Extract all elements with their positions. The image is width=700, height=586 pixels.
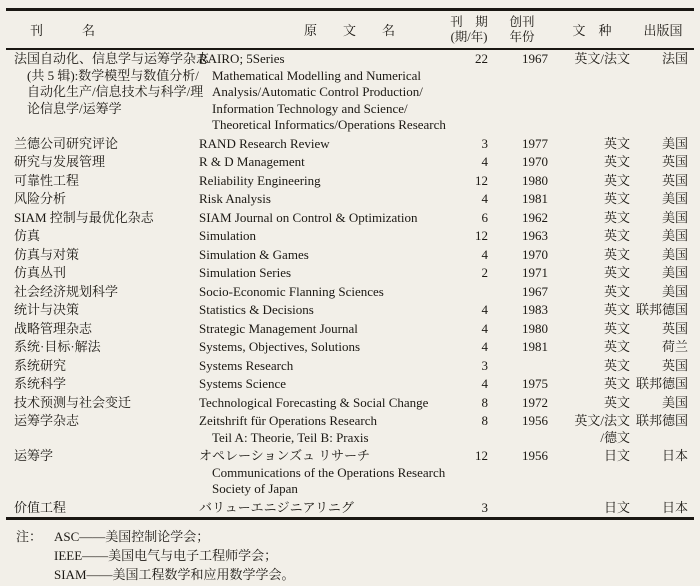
original-name-cell bbox=[192, 412, 446, 447]
text-line: SIAM Journal on Control & Optimization bbox=[199, 209, 418, 225]
journal-table bbox=[6, 8, 694, 520]
note-line: SIAM——美国工程数学和应用数学学会。 bbox=[54, 567, 295, 582]
founded-year-cell: 1956 bbox=[522, 448, 548, 463]
text-line: Reliability Engineering bbox=[199, 172, 321, 188]
journal-name-cell bbox=[6, 246, 192, 265]
table-row bbox=[6, 153, 694, 172]
founded-year-cell: 1983 bbox=[522, 302, 548, 317]
text-line: 价值工程 bbox=[14, 499, 67, 515]
frequency-cell: 4 bbox=[481, 154, 488, 169]
language-cell bbox=[552, 412, 632, 447]
header-frequency-line2: (期/年) bbox=[450, 30, 488, 44]
language-cell bbox=[552, 301, 632, 320]
text-line: 技术预测与社会变迁 bbox=[14, 394, 132, 410]
country-cell: 英国 bbox=[661, 154, 688, 169]
country-cell: 英国 bbox=[661, 172, 688, 188]
country-cell: 英国 bbox=[661, 320, 688, 336]
country-cell: 法国 bbox=[661, 51, 688, 66]
journal-name-cell bbox=[6, 283, 192, 302]
table-row bbox=[6, 172, 694, 191]
frequency-cell: 12 bbox=[475, 228, 488, 243]
original-name-cell bbox=[192, 49, 446, 135]
frequency-cell: 4 bbox=[481, 320, 488, 336]
header-frequency bbox=[446, 10, 492, 50]
text-line: 风险分析 bbox=[14, 191, 67, 206]
table-row bbox=[6, 135, 694, 154]
frequency-cell: 4 bbox=[481, 246, 488, 262]
frequency-cell: 4 bbox=[481, 376, 488, 391]
notes bbox=[16, 527, 694, 584]
country-cell: 美国 bbox=[661, 209, 688, 225]
country-cell: 日本 bbox=[661, 448, 688, 463]
journal-name-cell bbox=[6, 375, 192, 394]
country-cell: 美国 bbox=[661, 265, 688, 280]
text-line: 英文 bbox=[603, 172, 630, 188]
original-name-cell bbox=[192, 227, 446, 246]
text-line: バリューエニジニアリニグ bbox=[199, 499, 354, 515]
original-name-cell bbox=[192, 447, 446, 499]
text-line: Information Technology and Science/ bbox=[212, 100, 408, 116]
text-line: R & D Management bbox=[199, 154, 305, 169]
original-name-cell bbox=[192, 375, 446, 394]
country-cell: 荷兰 bbox=[661, 339, 688, 354]
table-header-row bbox=[6, 10, 694, 50]
text-line: Simulation Series bbox=[199, 265, 292, 280]
text-line: Simulation bbox=[199, 228, 257, 243]
text-line: (共 5 辑):数学模型与数值分析/ bbox=[27, 67, 199, 83]
text-line: Simulation & Games bbox=[199, 246, 309, 262]
text-line: 运筹学杂志 bbox=[14, 413, 80, 428]
table-row bbox=[6, 412, 694, 447]
header-original-name: 原 文 名 bbox=[192, 10, 446, 50]
text-line: Society of Japan bbox=[212, 481, 298, 496]
journal-name-cell bbox=[6, 49, 210, 135]
table-row bbox=[6, 264, 694, 283]
text-line: 系统科学 bbox=[14, 376, 67, 391]
table-row bbox=[6, 49, 694, 135]
text-line: 英文 bbox=[603, 394, 630, 410]
text-line: 英文/法文 bbox=[574, 51, 630, 66]
founded-year-cell bbox=[492, 357, 552, 376]
text-line: 英文 bbox=[603, 191, 630, 206]
text-line: RAND Research Review bbox=[199, 135, 330, 151]
journal-name-cell bbox=[6, 320, 192, 339]
text-line: 日文 bbox=[603, 448, 630, 463]
language-cell bbox=[552, 283, 632, 302]
frequency-cell: 22 bbox=[475, 51, 488, 66]
header-country: 出版国 bbox=[632, 10, 694, 50]
text-line: 英文 bbox=[603, 302, 630, 317]
note-line bbox=[16, 527, 694, 546]
text-line: 系统·目标·解法 bbox=[14, 339, 101, 354]
founded-year-cell: 1970 bbox=[522, 246, 548, 262]
table-row bbox=[6, 190, 694, 209]
country-cell: 美国 bbox=[661, 191, 688, 206]
founded-year-cell: 1980 bbox=[522, 172, 548, 188]
table-row bbox=[6, 357, 694, 376]
language-cell bbox=[552, 190, 632, 209]
table-header bbox=[6, 10, 694, 50]
country-cell: 美国 bbox=[661, 135, 688, 151]
table-row bbox=[6, 227, 694, 246]
original-name-cell bbox=[192, 338, 446, 357]
text-line: 英文 bbox=[603, 320, 630, 336]
header-founded-line1: 创刊 bbox=[509, 15, 535, 29]
frequency-cell: 3 bbox=[481, 135, 488, 151]
table-row bbox=[6, 375, 694, 394]
text-line: 日文 bbox=[603, 499, 630, 515]
language-cell bbox=[552, 246, 632, 265]
founded-year-cell: 1970 bbox=[522, 154, 548, 169]
frequency-cell: 3 bbox=[481, 357, 488, 373]
journal-name-cell bbox=[6, 412, 192, 447]
original-name-cell bbox=[192, 283, 446, 302]
original-name-cell bbox=[192, 209, 446, 228]
country-cell: 美国 bbox=[661, 394, 688, 410]
text-line: Communications of the Operations Research bbox=[212, 464, 446, 480]
founded-year-cell bbox=[492, 499, 552, 519]
text-line: オペレーションズュ リサーチ bbox=[199, 448, 370, 463]
text-line: 英文 bbox=[603, 209, 630, 225]
country-cell: 美国 bbox=[661, 283, 688, 299]
text-line: Socio-Economic Flanning Sciences bbox=[199, 283, 384, 299]
text-line: RAIRO; 5Series bbox=[199, 51, 285, 66]
journal-name-cell bbox=[6, 499, 192, 519]
note-item: ASC——美国控制论学会； bbox=[54, 529, 210, 544]
text-line: 英文 bbox=[603, 339, 630, 354]
header-founded-line2: 年份 bbox=[509, 30, 535, 44]
table-row bbox=[6, 338, 694, 357]
language-cell bbox=[552, 338, 632, 357]
text-line: 英文 bbox=[603, 154, 630, 169]
founded-year-cell: 1967 bbox=[522, 283, 548, 299]
note-line: IEEE——美国电气与电子工程师学会； bbox=[54, 548, 278, 563]
founded-year-cell: 1956 bbox=[522, 413, 548, 428]
text-line: 法国自动化、信息学与运筹学杂志 bbox=[14, 51, 210, 66]
journal-name-cell bbox=[6, 209, 192, 228]
frequency-cell: 4 bbox=[481, 339, 488, 354]
table-row bbox=[6, 447, 694, 499]
journal-name-cell bbox=[6, 264, 192, 283]
language-cell bbox=[552, 209, 632, 228]
journal-name-cell bbox=[6, 172, 192, 191]
language-cell bbox=[552, 227, 632, 246]
frequency-cell: 2 bbox=[481, 265, 488, 280]
language-cell bbox=[552, 357, 632, 376]
frequency-cell bbox=[446, 283, 492, 302]
journal-name-cell bbox=[6, 338, 192, 357]
header-frequency-line1: 刊 期 bbox=[450, 15, 488, 29]
country-cell: 美国 bbox=[661, 228, 688, 243]
frequency-cell: 12 bbox=[475, 172, 488, 188]
original-name-cell bbox=[192, 301, 446, 320]
table-row bbox=[6, 499, 694, 519]
original-name-cell bbox=[192, 135, 446, 154]
text-line: Technological Forecasting & Social Change bbox=[199, 394, 429, 410]
text-line: Risk Analysis bbox=[199, 191, 271, 206]
notes-label: 注： bbox=[16, 529, 43, 544]
table-row bbox=[6, 283, 694, 302]
table-row bbox=[6, 209, 694, 228]
original-name-cell bbox=[192, 172, 446, 191]
original-name-cell bbox=[192, 264, 446, 283]
text-line: 英文 bbox=[603, 246, 630, 262]
language-cell bbox=[552, 172, 632, 191]
text-line: 英文/法文 bbox=[574, 413, 630, 428]
text-line: 运筹学 bbox=[14, 448, 54, 463]
language-cell bbox=[552, 264, 632, 283]
founded-year-cell: 1977 bbox=[522, 135, 548, 151]
frequency-cell: 6 bbox=[481, 209, 488, 225]
text-line: SIAM 控制与最优化杂志 bbox=[14, 209, 154, 225]
text-line: 可靠性工程 bbox=[14, 172, 80, 188]
frequency-cell: 3 bbox=[481, 499, 488, 515]
text-line: Systems Science bbox=[199, 376, 287, 391]
frequency-cell: 4 bbox=[481, 302, 488, 317]
language-cell bbox=[552, 394, 632, 413]
text-line: 系统研究 bbox=[14, 357, 67, 373]
text-line: Analysis/Automatic Control Production/ bbox=[212, 84, 423, 99]
text-line: Zeitshrift für Operations Research bbox=[199, 413, 377, 428]
language-cell bbox=[552, 320, 632, 339]
frequency-cell: 8 bbox=[481, 413, 488, 428]
journal-name-cell bbox=[6, 394, 192, 413]
text-line: Statistics & Decisions bbox=[199, 302, 314, 317]
founded-year-cell: 1962 bbox=[522, 209, 548, 225]
country-cell: 联邦德国 bbox=[635, 413, 688, 428]
text-line: 英文 bbox=[603, 283, 630, 299]
table-row bbox=[6, 394, 694, 413]
table-row bbox=[6, 246, 694, 265]
text-line: Theoretical Informatics/Operations Research bbox=[212, 117, 446, 132]
country-cell: 联邦德国 bbox=[635, 376, 688, 391]
founded-year-cell: 1981 bbox=[522, 191, 548, 206]
text-line: 兰德公司研究评论 bbox=[14, 135, 119, 151]
text-line: Teil A: Theorie, Teil B: Praxis bbox=[212, 429, 369, 445]
text-line: 仿真与对策 bbox=[14, 246, 80, 262]
language-cell bbox=[552, 153, 632, 172]
header-founded-year bbox=[492, 10, 552, 50]
frequency-cell: 8 bbox=[481, 394, 488, 410]
original-name-cell bbox=[192, 153, 446, 172]
language-cell bbox=[552, 135, 632, 154]
header-journal-name: 刊 名 bbox=[6, 10, 192, 50]
founded-year-cell: 1971 bbox=[522, 265, 548, 280]
country-cell: 联邦德国 bbox=[635, 302, 688, 317]
journal-name-cell bbox=[6, 357, 192, 376]
text-line: Systems, Objectives, Solutions bbox=[199, 339, 361, 354]
text-line: 论信息学/运筹学 bbox=[27, 100, 122, 116]
language-cell bbox=[552, 375, 632, 394]
original-name-cell bbox=[192, 320, 446, 339]
text-line: Strategic Management Journal bbox=[199, 320, 358, 336]
text-line: Mathematical Modelling and Numerical bbox=[212, 67, 422, 83]
country-cell: 英国 bbox=[661, 357, 688, 373]
journal-name-cell bbox=[6, 227, 192, 246]
original-name-cell bbox=[192, 394, 446, 413]
text-line: 自动化生产/信息技术与科学/理 bbox=[27, 84, 204, 99]
original-name-cell bbox=[192, 246, 446, 265]
table-body bbox=[6, 49, 694, 519]
journal-name-cell bbox=[6, 190, 192, 209]
frequency-cell: 4 bbox=[481, 191, 488, 206]
text-line: 统计与决策 bbox=[14, 302, 80, 317]
table-row bbox=[6, 320, 694, 339]
text-line: 战略管理杂志 bbox=[14, 320, 93, 336]
text-line: 仿真丛刊 bbox=[14, 265, 67, 280]
original-name-cell bbox=[192, 357, 446, 376]
language-cell bbox=[552, 49, 632, 135]
text-line: Systems Research bbox=[199, 357, 294, 373]
text-line: 英文 bbox=[603, 357, 630, 373]
language-cell bbox=[552, 447, 632, 499]
table-row bbox=[6, 301, 694, 320]
text-line: 研究与发展管理 bbox=[14, 154, 106, 169]
text-line: 英文 bbox=[603, 228, 630, 243]
founded-year-cell: 1980 bbox=[522, 320, 548, 336]
founded-year-cell: 1963 bbox=[522, 228, 548, 243]
text-line: 英文 bbox=[603, 135, 630, 151]
text-line: 英文 bbox=[603, 376, 630, 391]
founded-year-cell: 1972 bbox=[522, 394, 548, 410]
text-line: 仿真 bbox=[14, 228, 41, 243]
text-line: /德文 bbox=[600, 429, 630, 445]
journal-name-cell bbox=[6, 301, 192, 320]
founded-year-cell: 1967 bbox=[522, 51, 548, 66]
header-language: 文 种 bbox=[552, 10, 632, 50]
language-cell bbox=[552, 499, 632, 519]
text-line: 社会经济规划科学 bbox=[14, 283, 119, 299]
frequency-cell: 12 bbox=[475, 448, 488, 463]
country-cell: 日本 bbox=[661, 499, 688, 515]
text-line: 英文 bbox=[603, 265, 630, 280]
country-cell: 美国 bbox=[661, 246, 688, 262]
original-name-cell bbox=[192, 190, 446, 209]
journal-name-cell bbox=[6, 135, 192, 154]
founded-year-cell: 1975 bbox=[522, 376, 548, 391]
journal-name-cell bbox=[6, 447, 192, 499]
journal-name-cell bbox=[6, 153, 192, 172]
original-name-cell bbox=[192, 499, 446, 519]
founded-year-cell: 1981 bbox=[522, 339, 548, 354]
